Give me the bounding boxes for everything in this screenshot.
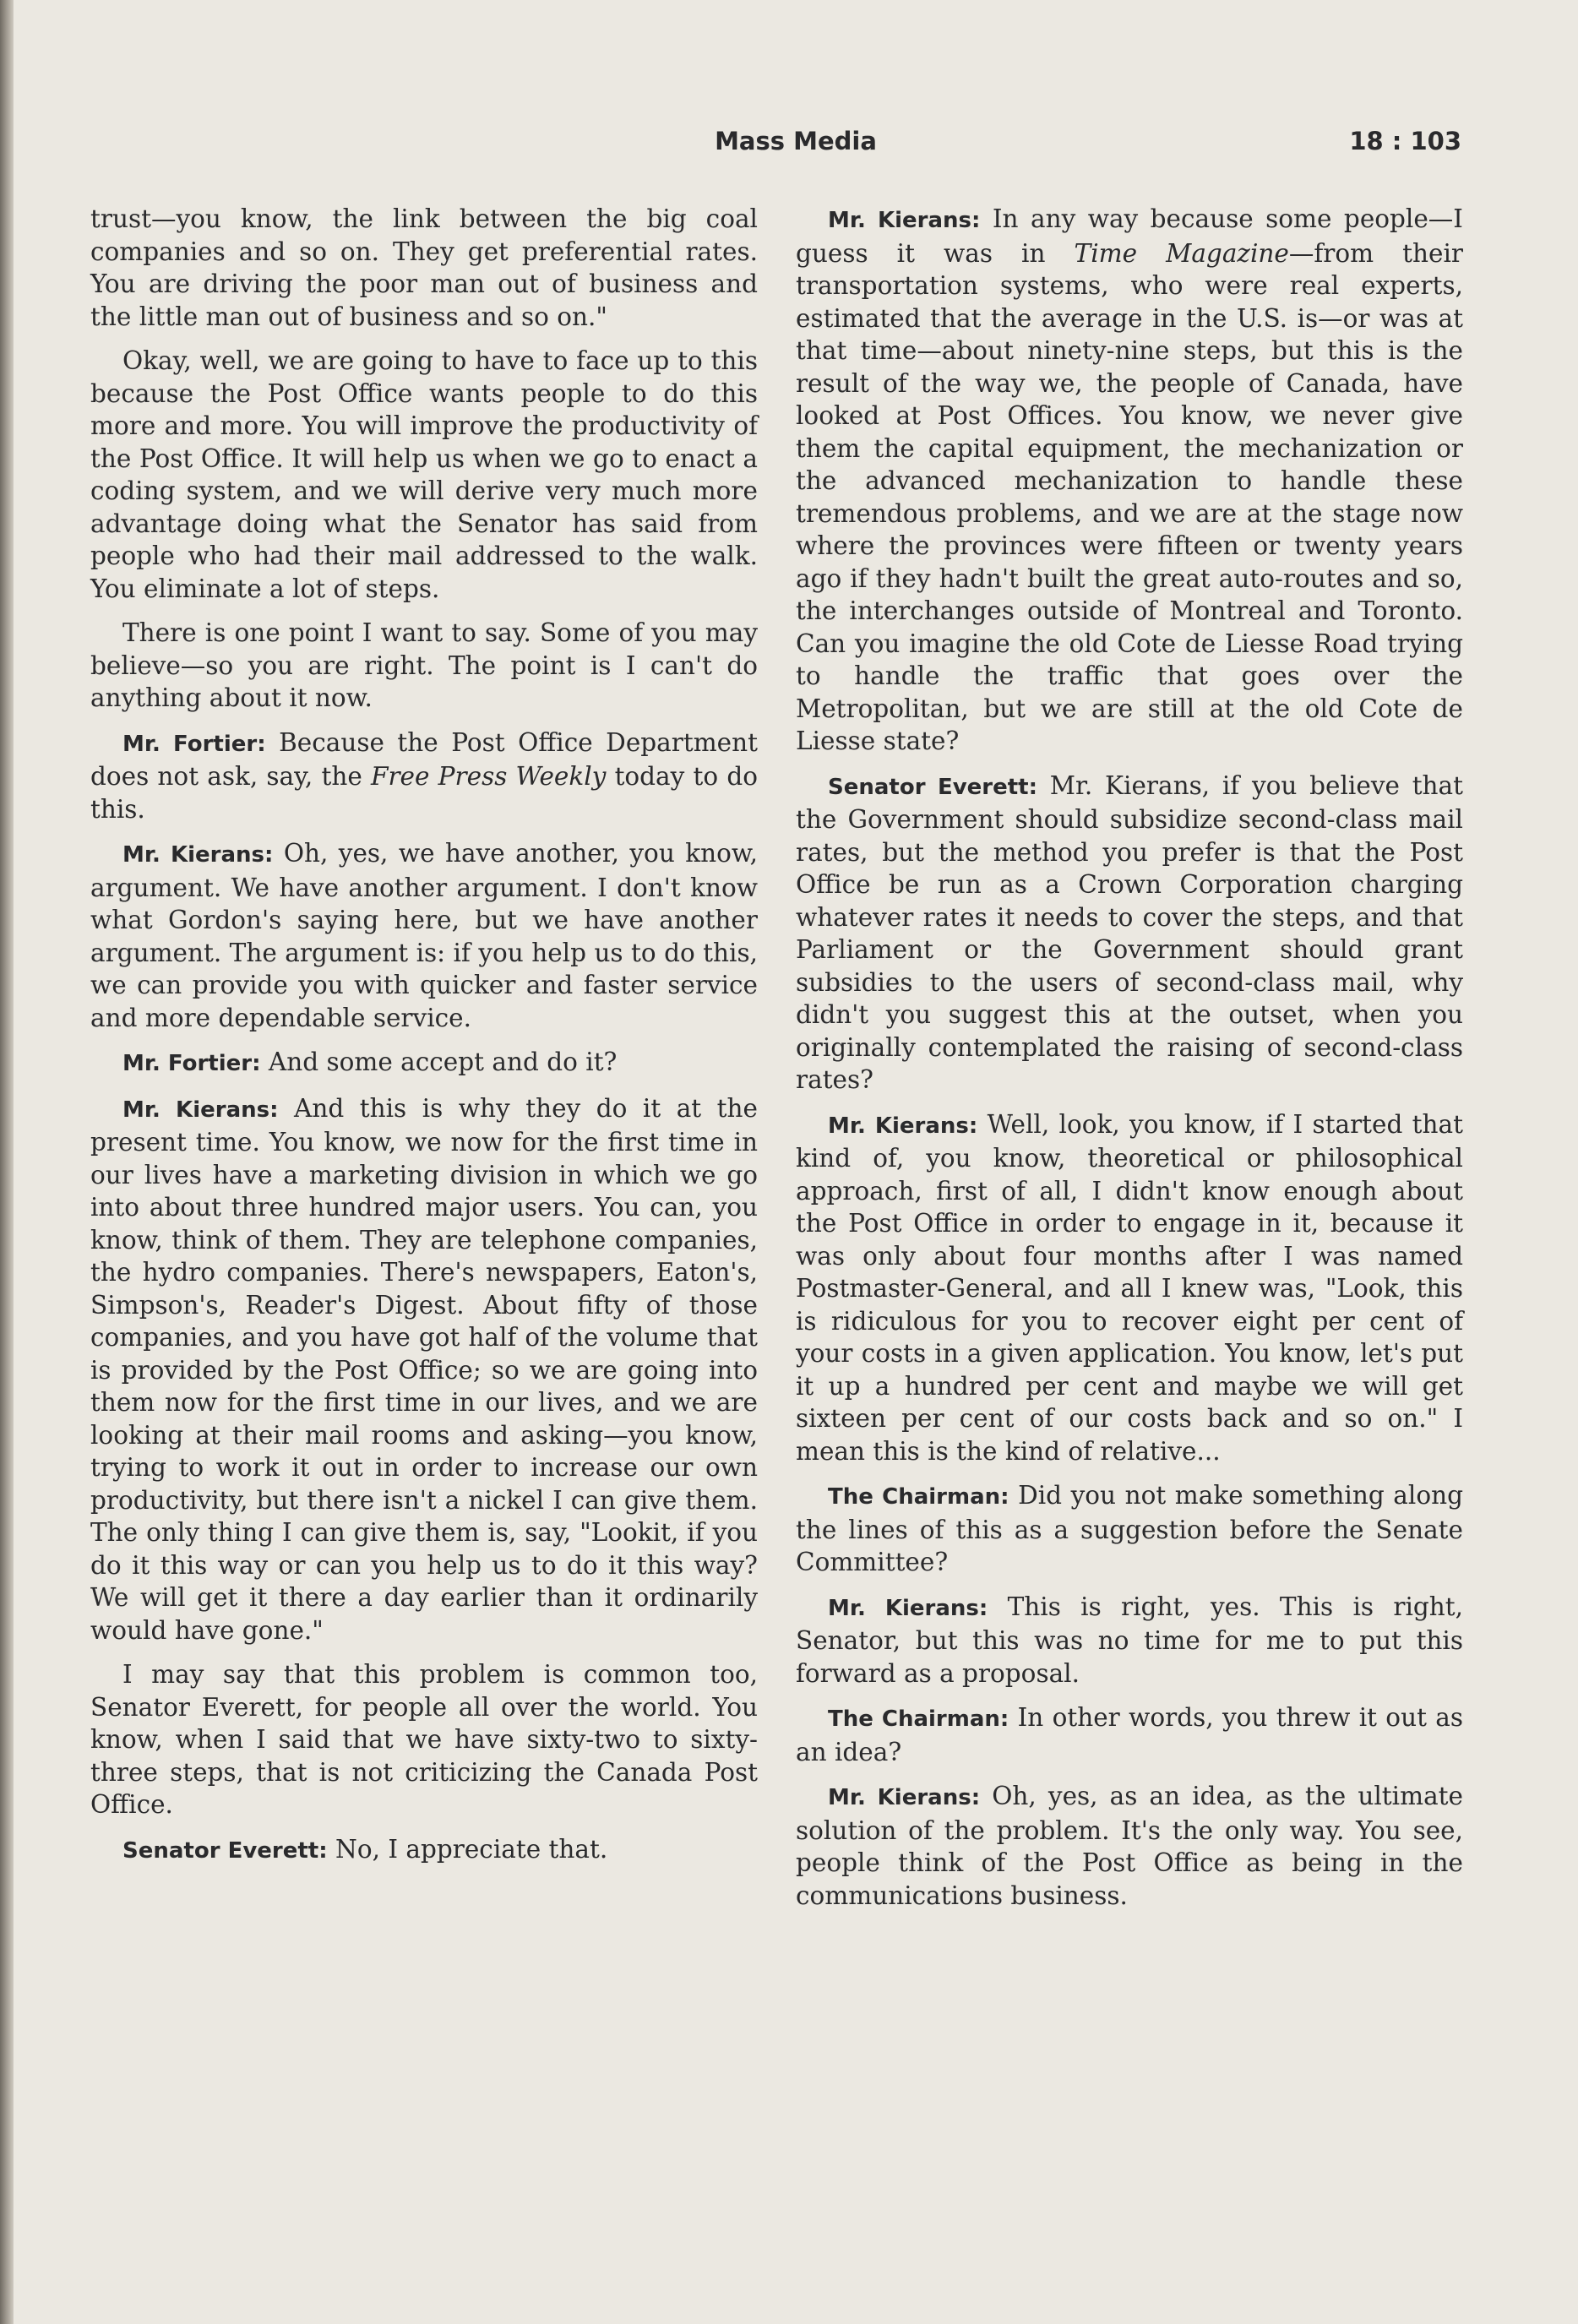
speaker-name: Mr. Kierans: bbox=[828, 1785, 981, 1810]
paragraph-text: And some accept and do it? bbox=[268, 1048, 618, 1076]
paragraph bbox=[90, 345, 758, 605]
left-column bbox=[90, 203, 758, 1879]
paragraph bbox=[796, 1108, 1463, 1468]
paragraph bbox=[90, 1092, 758, 1647]
paragraph-text: Oh, yes, as an idea, as the ultimate solution of the problem. It's the only way. You see, people think of the Post Office as being in the communications business. bbox=[796, 1782, 1463, 1910]
paragraph bbox=[90, 1046, 758, 1080]
paragraph bbox=[90, 1658, 758, 1821]
paragraph-text: In other words, you threw it out as an idea? bbox=[796, 1703, 1463, 1766]
page-number: 18 : 103 bbox=[1349, 127, 1461, 155]
speaker-name: Mr. Fortier: bbox=[122, 731, 266, 757]
paragraph bbox=[796, 1780, 1463, 1912]
speaker-name: Mr. Kierans: bbox=[122, 842, 274, 868]
paragraph bbox=[796, 203, 1463, 758]
paragraph-text: In any way because some people—I guess it was in bbox=[796, 204, 1463, 268]
paragraph bbox=[796, 770, 1463, 1097]
paragraph-text: —from their transportation systems, who were real experts, estimated that the average in the U.S. is—or was at that time—about ninety-nine steps, but this is the result of the way we, the people of Canada, have looked at Post Offices. You know, we never give them the capital equipment, the mechanization or the advanced mechanization to handle these tremendous problems, and we are at the stage now where the provinces were fifteen or twenty years ago if they hadn't built the great auto-routes and so, the interchanges outside of Montreal and Toronto. Can you imagine the old Cote de Liesse Road trying to handle the traffic that goes over the Metropolitan, but we are still at the old Cote de Liesse state? bbox=[796, 238, 1463, 755]
paragraph-text: Mr. Kierans, if you believe that the Government should subsidize second-class mail rates, but the method you prefer is that the Post Office be run as a Crown Corporation charging whatever rates it needs to cover the steps, and that Parliament or the Government should grant subsidies to the users of second-class mail, why didn't you suggest this at the outset, when you originally contemplated the raising of second-class rates? bbox=[796, 770, 1463, 1094]
publication-title: Free Press Weekly bbox=[370, 762, 607, 791]
paragraph bbox=[90, 837, 758, 1034]
paragraph bbox=[796, 1591, 1463, 1690]
speaker-name: The Chairman: bbox=[828, 1484, 1009, 1510]
speaker-name: Mr. Kierans: bbox=[122, 1097, 279, 1123]
paragraph bbox=[90, 727, 758, 826]
speaker-name: Mr. Kierans: bbox=[828, 1595, 988, 1621]
paragraph bbox=[90, 1833, 758, 1868]
paragraph-text: trust—you know, the link between the big coal companies and so on. They get preferential rates. You are driving the poor man out of business and the little man out of business and so on." bbox=[90, 204, 758, 331]
right-column bbox=[796, 203, 1463, 1924]
speaker-name: Mr. Fortier: bbox=[122, 1051, 261, 1076]
speaker-name: Mr. Kierans: bbox=[828, 208, 981, 233]
paragraph-text: There is one point I want to say. Some of you may believe—so you are right. The point is I can't do anything about it now. bbox=[90, 618, 758, 712]
speaker-name: Senator Everett: bbox=[828, 774, 1038, 800]
page-binding-edge bbox=[0, 0, 14, 2324]
paragraph bbox=[796, 1479, 1463, 1579]
paragraph-text: Did you not make something along the lines of this as a suggestion before the Senate Committee? bbox=[796, 1481, 1463, 1576]
paragraph bbox=[90, 203, 758, 333]
paragraph-text: This is right, yes. This is right, Senator, but this was no time for me to put this forward as a proposal. bbox=[796, 1592, 1463, 1688]
paragraph-text: Okay, well, we are going to have to face up to this because the Post Office wants people to do this more and more. You will improve the productivity of the Post Office. It will help us when we go to enact a coding system, and we will derive very much more advantage doing what the Senator has said from people who had their mail addressed to the walk. You eliminate a lot of steps. bbox=[90, 346, 758, 603]
paragraph-text: And this is why they do it at the present time. You know, we now for the first time in our lives have a marketing division in which we go into about three hundred major users. You can, you know, think of them. They are telephone companies, the hydro companies. There's newspapers, Eaton's, Simpson's, Reader's Digest. About fifty of those companies, and you have got half of the volume that is provided by the Post Office; so we are going into them now for the first time in our lives, and we are looking at their mail rooms and asking—you know, trying to work it out in order to increase our own productivity, but there isn't a nickel I can give them. The only thing I can give them is, say, "Lookit, if you do it this way or can you help us to do it this way? We will get it there a day earlier than it ordinarily would have gone." bbox=[90, 1093, 758, 1645]
speaker-name: Senator Everett: bbox=[122, 1837, 328, 1864]
paragraph-text: today to do this. bbox=[90, 762, 758, 824]
document-page bbox=[14, 0, 1578, 2324]
paragraph-text: Because the Post Office Department does not ask, say, the bbox=[90, 727, 758, 791]
paragraph-text: Oh, yes, we have another, you know, argument. We have another argument. I don't know what Gordon's saying here, but we have another argument. The argument is: if you help us to do this, we can provide you with quicker and faster service and more dependable service. bbox=[90, 839, 758, 1032]
paragraph-text: Well, look, you know, if I started that kind of, you know, theoretical or philosophical approach, first of all, I didn't know enough about the Post Office in order to engage in it, because it was only about four months after I was named Postmaster-General, and all I knew was, "Look, this is ridiculous for you to recover eight per cent of your costs in a given application. You know, let's put it up a hundred per cent and maybe we will get sixteen per cent of our costs back and so on." I mean this is the kind of relative... bbox=[796, 1109, 1463, 1466]
paragraph bbox=[90, 617, 758, 715]
speaker-name: Mr. Kierans: bbox=[828, 1113, 978, 1139]
page-header bbox=[14, 127, 1578, 169]
paragraph-text: I may say that this problem is common too, Senator Everett, for people all over the world. You know, when I said that we have sixty-two to sixty-three steps, that is not criticizing the Canada Post Office. bbox=[90, 1660, 758, 1819]
paragraph bbox=[796, 1701, 1463, 1768]
running-title: Mass Media bbox=[715, 127, 877, 155]
publication-title: Time Magazine bbox=[1074, 238, 1289, 268]
paragraph-text: No, I appreciate that. bbox=[335, 1834, 608, 1864]
speaker-name: The Chairman: bbox=[828, 1706, 1009, 1732]
